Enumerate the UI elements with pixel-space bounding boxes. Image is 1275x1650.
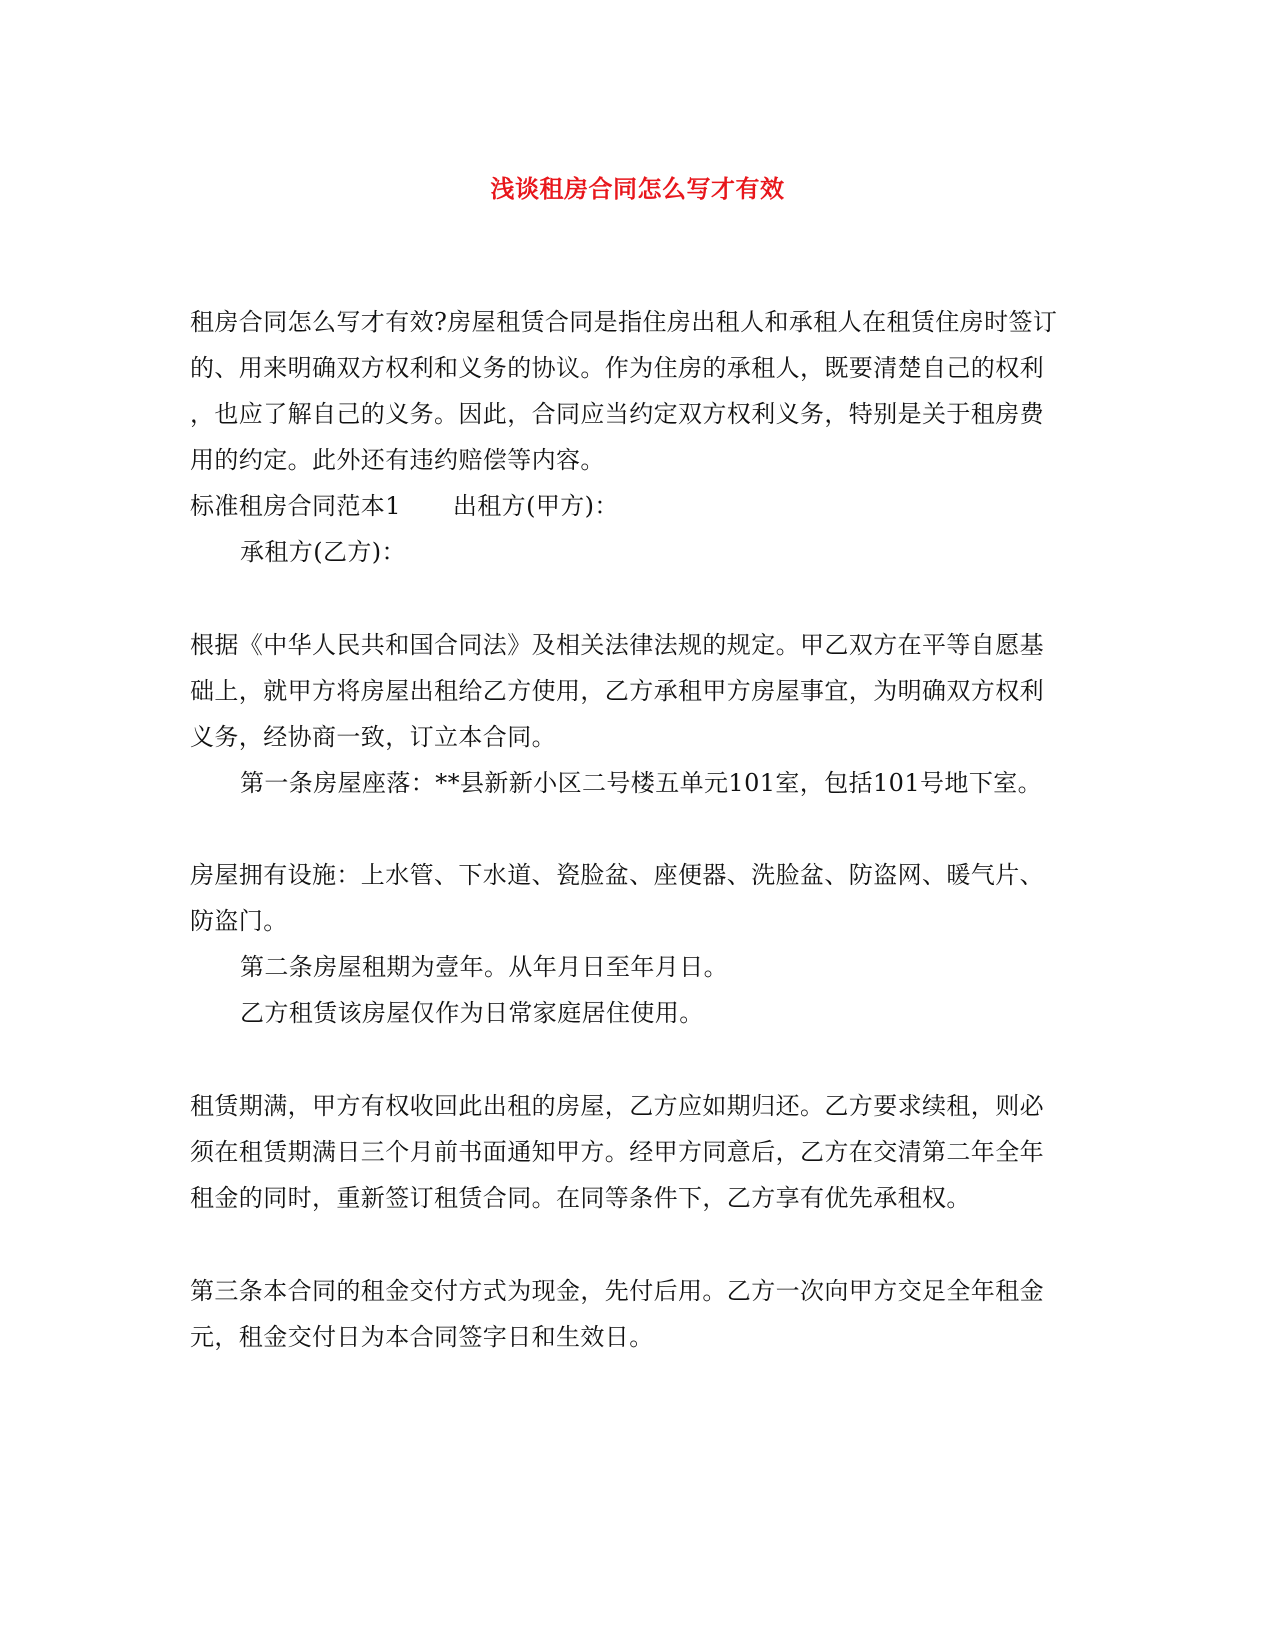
paragraph-line: 的、用来明确双方权利和义务的协议。作为住房的承租人，既要清楚自己的权利 (190, 354, 1044, 382)
paragraph-line: 础上，就甲方将房屋出租给乙方使用，乙方承租甲方房屋事宜，为明确双方权利 (190, 677, 1044, 705)
clause-2: 第二条房屋租期为壹年。从年月日至年月日。 (240, 953, 728, 981)
paragraph-line: ，也应了解自己的义务。因此，合同应当约定双方权利义务，特别是关于租房费 (190, 400, 1044, 428)
sample-heading: 标准租房合同范本1 (190, 492, 401, 520)
sample-heading-line (190, 488, 619, 524)
clause-1: 第一条房屋座落：**县新新小区二号楼五单元101室，包括101号地下室。 (240, 769, 1043, 797)
paragraph-line: 房屋拥有设施：上水管、下水道、瓷脸盆、座便器、洗脸盆、防盗网、暖气片、 (190, 861, 1044, 889)
lessor-label: 出租方(甲方)： (452, 492, 619, 520)
paragraph-line: 义务，经协商一致，订立本合同。 (190, 723, 556, 751)
paragraph-line: 租房合同怎么写才有效?房屋租赁合同是指住房出租人和承租人在租赁住房时签订 (190, 308, 1058, 336)
paragraph-line: 租赁期满，甲方有权收回此出租的房屋，乙方应如期归还。乙方要求续租，则必 (190, 1092, 1044, 1120)
paragraph-line: 租金的同时，重新签订租赁合同。在同等条件下，乙方享有优先承租权。 (190, 1184, 971, 1212)
lessee-label: 承租方(乙方)： (240, 538, 406, 566)
paragraph-line: 用的约定。此外还有违约赔偿等内容。 (190, 446, 605, 474)
paragraph-line: 元，租金交付日为本合同签字日和生效日。 (190, 1323, 654, 1351)
paragraph-line: 根据《中华人民共和国合同法》及相关法律法规的规定。甲乙双方在平等自愿基 (190, 631, 1044, 659)
document-title: 浅谈租房合同怎么写才有效 (490, 175, 785, 203)
clause-3: 第三条本合同的租金交付方式为现金，先付后用。乙方一次向甲方交足全年租金 (190, 1277, 1044, 1305)
paragraph-line: 乙方租赁该房屋仅作为日常家庭居住使用。 (240, 999, 704, 1027)
paragraph-line: 须在租赁期满日三个月前书面通知甲方。经甲方同意后，乙方在交清第二年全年 (190, 1138, 1044, 1166)
paragraph-line: 防盗门。 (190, 907, 288, 935)
